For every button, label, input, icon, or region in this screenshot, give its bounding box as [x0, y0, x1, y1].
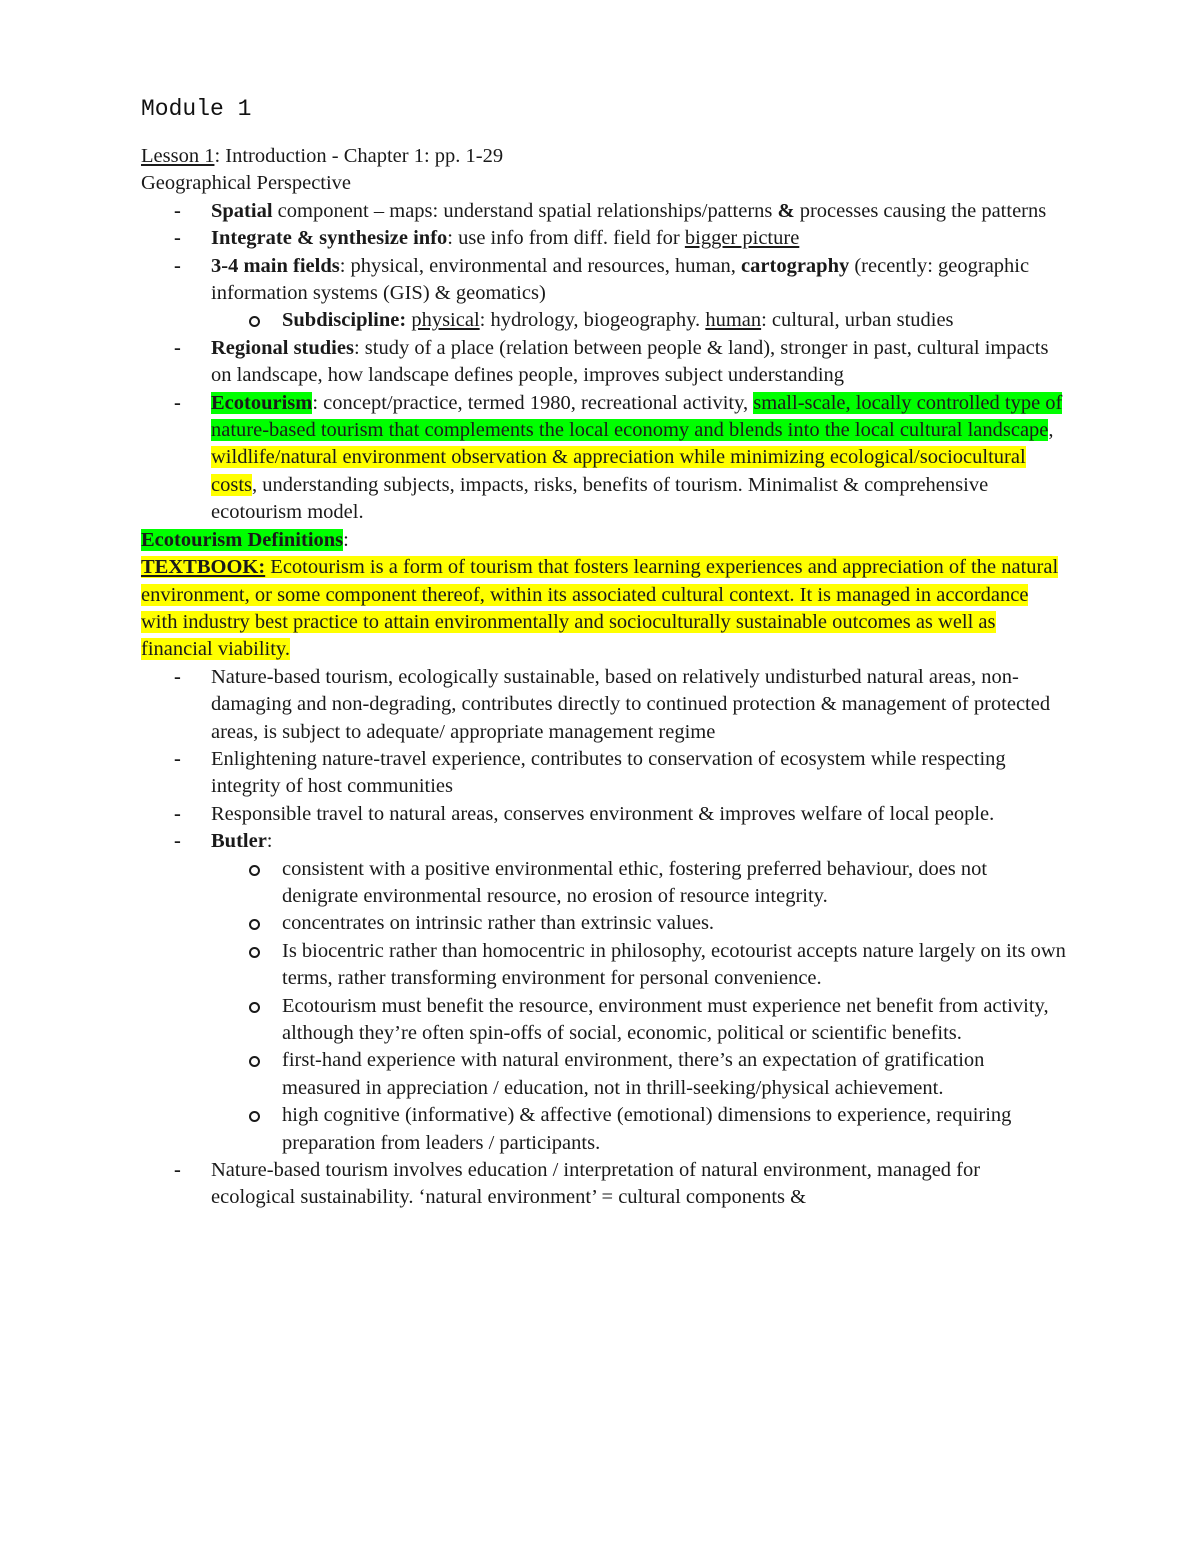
- butler-points: [211, 856, 1066, 1157]
- underlined-text: human: [705, 309, 762, 332]
- item-text: : physical, environmental and resources, human,: [339, 254, 742, 277]
- list-item-main-fields: [211, 253, 1066, 335]
- textbook-text: Ecotourism is a form of tourism that fosters learning experiences and appreciation of the natural environment, or some component thereof, within its associated cultural context. It is managed in accordance with industry best practice to attain environmentally and socioculturally sustainable outcomes as well as financial viability.: [141, 556, 1059, 661]
- module-title: Module 1: [141, 96, 252, 122]
- term-spatial: Spatial: [211, 199, 273, 222]
- term-cartography: cartography: [741, 254, 850, 277]
- term-regional: Regional studies: [211, 336, 354, 359]
- item-text: : concept/practice, termed 1980, recreational activity,: [312, 391, 754, 414]
- list-item: - Nature-based tourism involves education / interpretation of natural environment, managed for ecological sustainability. ‘natural environment’ = cultural components &: [211, 1157, 1066, 1212]
- list-item: Is biocentric rather than homocentric in philosophy, ecotourist accepts nature largely on its own terms, rather transforming environment for personal convenience.: [282, 938, 1066, 993]
- term-ecotourism: Ecotourism: [211, 391, 313, 414]
- term-butler: Butler: [211, 830, 267, 853]
- lesson-description: : Introduction - Chapter 1: pp. 1-29: [214, 145, 504, 167]
- list-item: high cognitive (informative) & affective (emotional) dimensions to experience, requiring preparation from leaders / participants.: [282, 1102, 1066, 1157]
- definitions-heading: Ecotourism Definitions: [141, 528, 344, 551]
- geo-perspective-list: [141, 198, 1066, 527]
- highlight-yellow: wildlife/natural environment observation & appreciation while minimizing ecological/sociocultural costs: [211, 446, 1026, 496]
- sub-list: [211, 307, 1066, 334]
- list-item-integrate: [211, 225, 1066, 252]
- list-item-subdiscipline: [282, 307, 1066, 334]
- list-item: first-hand experience with natural environment, there’s an expectation of gratification measured in appreciation / education, not in thrill-seeking/physical achievement.: [282, 1047, 1066, 1102]
- underlined-text: bigger picture: [684, 227, 800, 250]
- item-text: (recently: geographic information systems (GIS) & geomatics): [211, 254, 1030, 305]
- colon: :: [343, 528, 349, 551]
- list-item-spatial: [211, 198, 1066, 225]
- item-text: : cultural, urban studies: [761, 309, 954, 332]
- document-body: [141, 143, 1066, 1212]
- term-main-fields: 3-4 main fields: [211, 254, 340, 277]
- list-item: Ecotourism must benefit the resource, environment must experience net benefit from activity, although they’re often spin-offs of social, economic, political or scientific benefits.: [282, 993, 1066, 1048]
- item-text: component – maps: understand spatial relationships/patterns: [272, 199, 778, 222]
- item-text: ,: [1048, 419, 1054, 442]
- item-text: : use info from diff. field for: [447, 227, 685, 250]
- definitions-list: [141, 664, 1066, 1212]
- item-text: , understanding subjects, impacts, risks, benefits of tourism. Minimalist & comprehensive ecotourism model.: [211, 473, 989, 524]
- item-text: : hydrology, biogeography.: [479, 309, 706, 332]
- highlight-green: small-scale, locally controlled type of nature-based tourism that complements the local economy and blends into the local cultural landscape: [211, 391, 1063, 442]
- list-item: concentrates on intrinsic rather than extrinsic values.: [282, 910, 1066, 937]
- lesson-line: [141, 143, 1066, 170]
- item-text: : study of a place (relation between people & land), stronger in past, cultural impacts on landscape, how landscape defines people, improves subject understanding: [211, 336, 1049, 387]
- term-integrate: Integrate & synthesize info: [211, 227, 448, 250]
- textbook-definition: [141, 554, 1066, 664]
- lesson-label: Lesson 1: [141, 145, 215, 167]
- section-heading: Geographical Perspective: [141, 172, 352, 195]
- list-item: - Enlightening nature-travel experience, contributes to conservation of ecosystem while respecting integrity of host communities: [211, 746, 1066, 801]
- highlight-yellow: [141, 556, 1058, 660]
- underlined-text: physical: [411, 309, 480, 332]
- list-item: - Nature-based tourism, ecologically sustainable, based on relatively undisturbed natural areas, non-damaging and non-degrading, contributes directly to continued protection & management of protected areas, is subject to adequate/ appropriate management regime: [211, 664, 1066, 746]
- list-item-butler: [211, 828, 1066, 1157]
- ampersand: &: [777, 199, 795, 222]
- item-text: processes causing the patterns: [794, 199, 1047, 222]
- colon: :: [266, 830, 273, 853]
- list-item-regional: [211, 335, 1066, 390]
- list-item: - Responsible travel to natural areas, conserves environment & improves welfare of local people.: [211, 801, 1066, 828]
- list-item-ecotourism: [211, 390, 1066, 527]
- definitions-heading-line: [141, 527, 1066, 554]
- textbook-label: TEXTBOOK:: [141, 556, 266, 579]
- list-item: consistent with a positive environmental ethic, fostering preferred behaviour, does not denigrate environmental resource, no erosion of resource integrity.: [282, 856, 1066, 911]
- term-subdiscipline: Subdiscipline:: [282, 309, 407, 332]
